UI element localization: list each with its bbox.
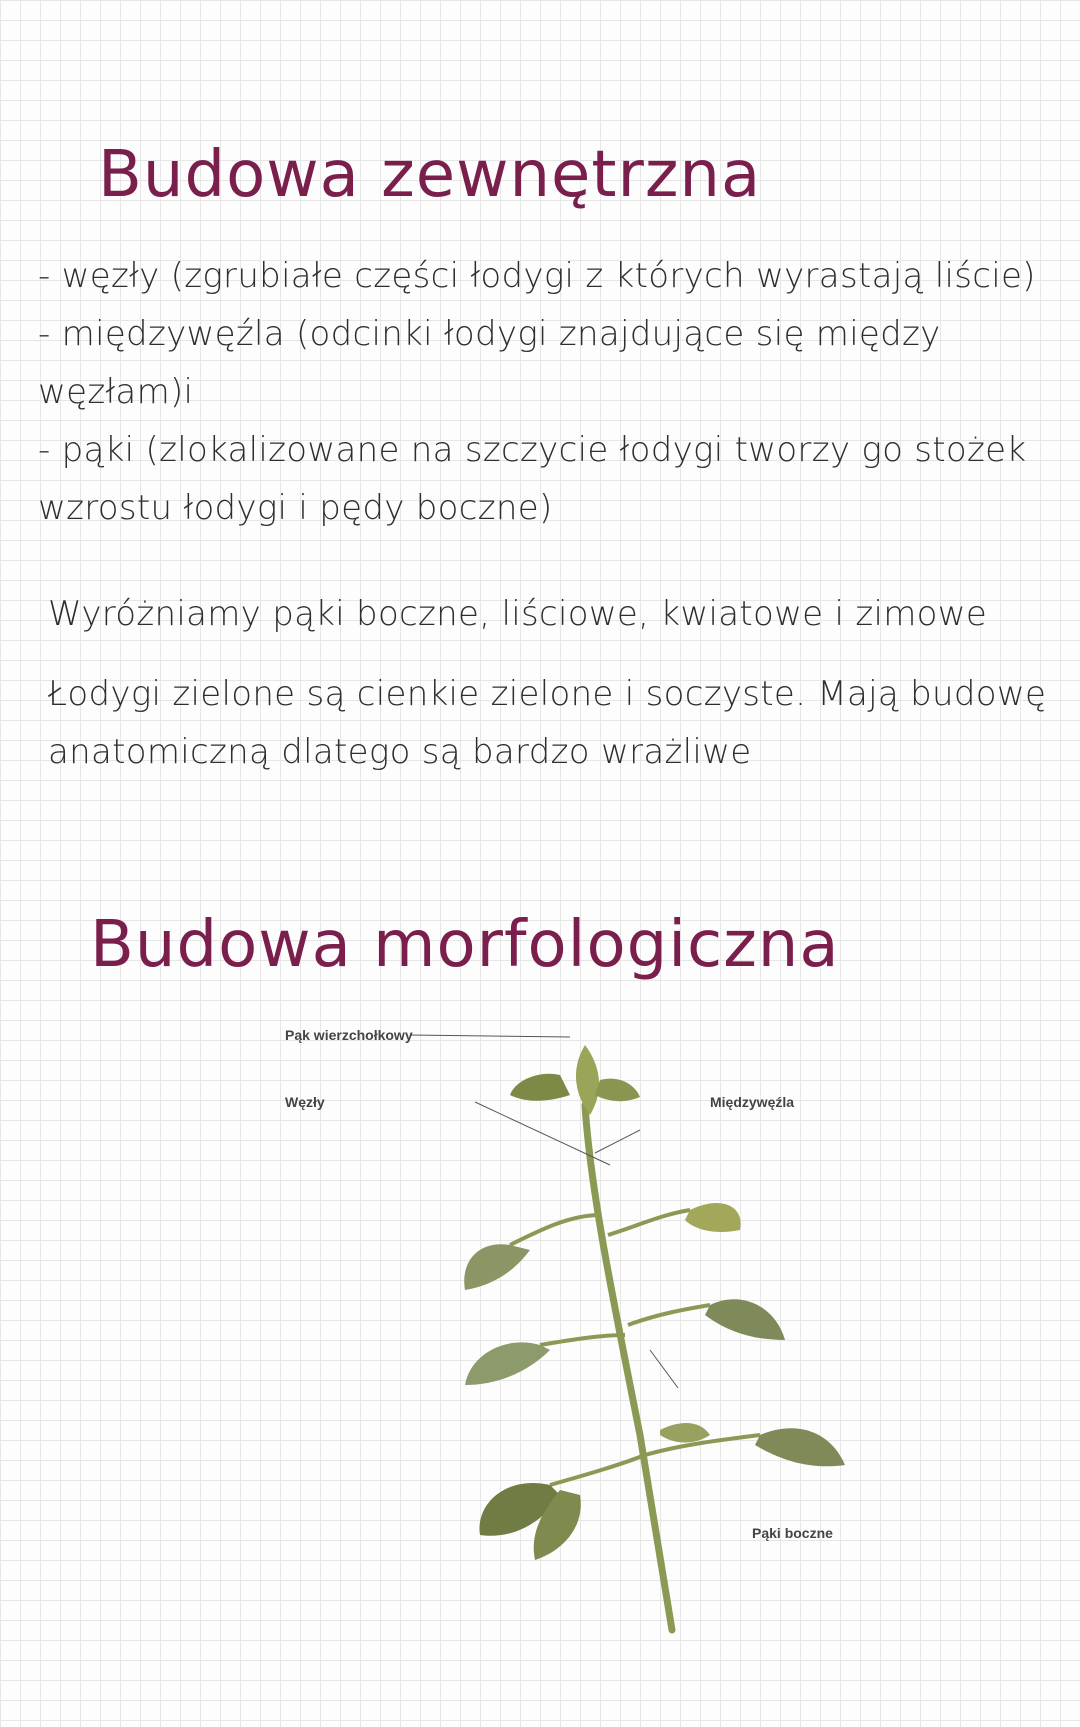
apical-bud-icon	[576, 1045, 599, 1115]
section-title-morphological-structure: Budowa morfologiczna	[90, 908, 840, 982]
note-green-stems-line2: anatomiczną dlatego są bardzo wrażliwe	[48, 732, 752, 772]
note-bud-types: Wyróżniamy pąki boczne, liściowe, kwiatowe i zimowe	[48, 594, 988, 634]
stem	[585, 1105, 672, 1630]
list-item-nodes: - węzły (zgrubiałe części łodygi z których wyrastają liście)	[38, 256, 1036, 296]
leaf	[465, 1342, 550, 1385]
list-item-buds-continued: wzrostu łodygi i pędy boczne)	[38, 488, 553, 528]
plant-stem-figure	[285, 1027, 920, 1635]
leaf	[660, 1423, 710, 1442]
list-item-internodes: - międzywęźla (odcinki łodygi znajdujące się między	[38, 314, 941, 354]
list-item-buds: - pąki (zlokalizowane na szczycie łodygi tworzy go stożek	[38, 430, 1027, 470]
label-internodes: Międzywęźla	[710, 1094, 795, 1110]
label-nodes: Węzły	[285, 1094, 325, 1110]
label-apical-bud: Pąk wierzchołkowy	[285, 1027, 413, 1043]
note-green-stems-line1: Łodygi zielone są cienkie zielone i soczyste. Mają budowę	[48, 674, 1047, 714]
label-lateral-buds: Pąki boczne	[752, 1525, 833, 1541]
list-item-internodes-continued: węzłam)i	[38, 372, 194, 412]
plant-illustration	[285, 1027, 920, 1635]
leaf	[685, 1203, 741, 1232]
leaf	[464, 1244, 530, 1290]
leaf	[705, 1299, 785, 1340]
section-title-external-structure: Budowa zewnętrzna	[98, 138, 762, 212]
leaf	[755, 1428, 845, 1466]
